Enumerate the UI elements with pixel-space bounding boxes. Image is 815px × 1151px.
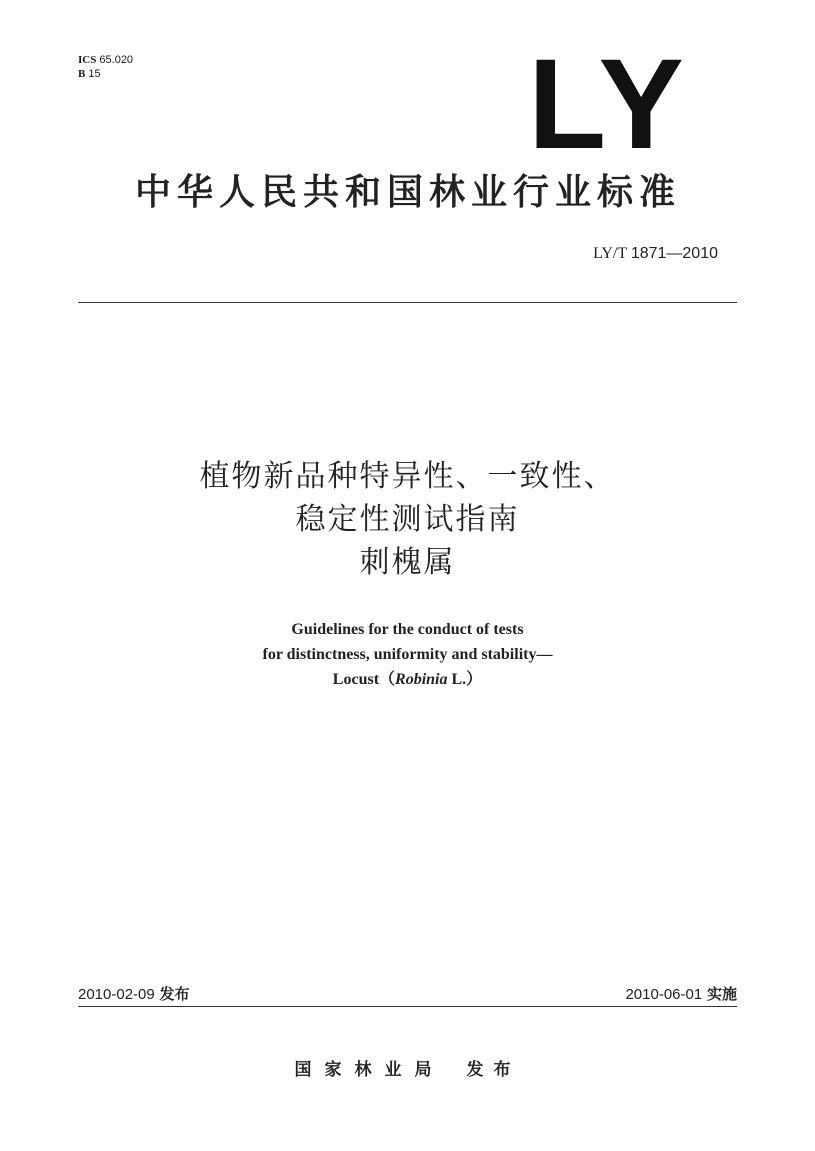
top-divider [78,302,737,303]
chinese-title-line-3: 刺槐属 [359,545,456,580]
english-title-line-1: Guidelines for the conduct of tests [291,621,524,638]
chinese-title [0,455,815,584]
standard-title: 中华人民共和国林业行业标准 [134,172,681,213]
english-title-line-3: Locust（Robinia L.） [332,671,483,688]
standard-code-number: 1871—2010 [630,245,718,262]
chinese-title-line-1: 植物新品种特异性、一致性、 [199,459,616,494]
implementation-date: 2010-06-01 实施 [625,985,737,1003]
publisher [0,1055,815,1080]
genus-name: Robinia [395,671,448,688]
bottom-divider [78,1006,737,1007]
publisher-action: 发布 [466,1060,521,1080]
ccs-code: B 15 [78,68,101,80]
english-title-line-2: for distinctness, uniformity and stability— [262,646,553,663]
chinese-title-line-2: 稳定性测试指南 [295,502,520,537]
standard-code-prefix: LY/T [593,245,627,262]
issue-date: 2010-02-09 发布 [78,985,190,1003]
classification-codes [78,53,133,81]
ics-code: ICS 65.020 [78,54,134,66]
standard-code [593,245,718,263]
ly-logo: LY [528,33,688,176]
publisher-org: 国家林业局 [294,1060,445,1080]
english-title [0,617,815,692]
